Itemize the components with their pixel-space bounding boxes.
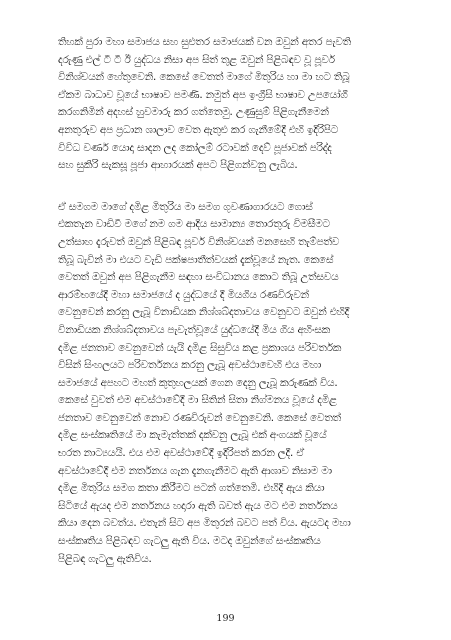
page-number: 199 (216, 613, 235, 624)
text-line: ආරම්භයේදී මහා සමාජයේ ද යුද්ධයේ දී මියගිය රණවිරුවන් (58, 288, 309, 301)
text-line: පිළිබඳ ගැටලු ඇතිවිය. (58, 552, 152, 565)
text-line: විසින් සිංහලයට පරිවර්තනය කරනු ලැබූ අවස්ථාවෙහි එය මහා (58, 359, 322, 372)
text-line: දමිළ ජනතාව වෙනුවෙන් යැයි දමිළ සිසුවිය කළ ප්‍රකාශය පරිවර්තක (58, 341, 342, 354)
text-line: ඒකම බාධාව වූයේ භාෂාව පමණි. නමුත් අප ඉංග්‍රීසි භාෂාව උපයෝගී (58, 88, 348, 101)
text-line: සිටියේ ඇයද එම නර්තනය හදාරා ඇති බවත් ඇය මට එම නර්තනය (58, 499, 338, 512)
text-line: උත්සාහ දැරුවත් ඔවුන් පිළිබඳ පූර්ව විනිශ්චයන් මනසෙහි තැම්පත්ව (58, 235, 340, 248)
text-line: කෙසේ වුවත් එම අවස්ථාවේදී මා සිතින් සිතා නිග්මනය වූයේ දමිළ (58, 394, 337, 407)
text-line: සහ සුකිරි සැකසූ පූජා ආහාරයක් අපට පිළිගන්වනු ලැබිය. (58, 159, 298, 172)
paragraph-1 (58, 34, 399, 175)
text-line: වෙතත් ඔවුන් අප පිළිගැනීම සඳහා සංවිධානය කොට තිබූ උත්සවය (58, 271, 339, 284)
text-line: අවස්ථාවේදී එම නර්තනය ගැන දැනගැනීමට ඇති ආශාව නිසාම මා (58, 464, 332, 477)
text-line: එකතැන වාඩිවී මගේ නම ගම ආදිය සාමාන්‍ය තොරතුරු විමසීමට (58, 218, 330, 231)
text-line: තිහක් පුරා මහා සමාජය සහ සුළුතර සමාජයක් වන ඔවුන් අතර පැවති (58, 36, 351, 48)
text-line: භරත නාට්‍යයයි. එය එම අවස්ථාවේදී ඉදිරිපත් කරන ලදී. ඒ (58, 447, 304, 460)
text-line: අනතුරුව අප ප්‍රධාන ශාලාව වෙත ඇතුළු කර ගැනීමේදී එහි ඉදිරිපිට (58, 123, 339, 136)
text-line: කරගනිමින් අදහස් හුවමාරු කර ගත්තෙමු. උණුසුම් පිළිගැනීමෙන් (58, 106, 329, 119)
text-line: කියා දෙන බවත්ය. එතැන් සිට අප මිතුරන් බවට පත් විය. ඇයටද මහා (58, 517, 351, 530)
text-line: ඒ සමගම මාගේ දමිළ මිතුරිය මා සමග ගුවණාගාරයට ගොස් (58, 200, 313, 213)
text-line: විනාඩියක නිශ්ශබ්දතාවය පැවැත්වූයේ යුද්ධයේදී මිය ගිය අහිංසක (58, 323, 331, 336)
paragraph-2 (58, 199, 399, 568)
text-line: ජනතාව වෙනුවෙන් නොව රණවිරුවන් වෙනුවෙනි. කෙසේ වෙතත් (58, 411, 341, 424)
text-line: දරුණු එල් ටී ටී ඊ යුද්ධය නිසා අප සිත් තුළ ඔවුන් පිළිබඳව වූ පූර්ව (58, 53, 335, 66)
text-line: විනිශ්චයන් හේතුවෙනි. කෙසේ වෙතත් මාගේ මිතුරිය හා මා හට තිබූ (58, 71, 350, 84)
text-line: දමිළ සංස්කෘතියේ මා කැමැත්තක් දක්වනු ලැබූ එක් අංගයක් වූයේ (58, 429, 327, 442)
text-line: සමාජයේ අපහට මහත් කුතුහලයක් ගෙන දෙනු ලැබූ කරුණක් විය. (58, 376, 338, 389)
text-line: දමිළ මිතුරිය සමග කතා කිරීමට පටන් ගත්තෙමි. එහිදී ඇය කියා (58, 482, 325, 495)
text-line: තිබූ බැවින් මා එයට වැඩි පක්ෂපාතීත්වයක් දැක්වූයේ නැත. කෙසේ (58, 253, 334, 266)
text-line: විවිධ වර්ණ යොදා සාදන ලද කෝලම් රටාවක් දෙව් පූජාවක් පරිද්ද (58, 141, 332, 154)
text-line: වෙනුවෙන් කරනු ලැබූ විනාඩියක නිශ්ශබ්දතාවය වෙනුවට ඔවුන් එහිදී (58, 306, 350, 319)
text-line: සංස්කෘතිය පිළිබඳව ගැටලු ඇති විය. මටද ඔවුන්ගේ සංස්කෘතිය (58, 535, 321, 548)
